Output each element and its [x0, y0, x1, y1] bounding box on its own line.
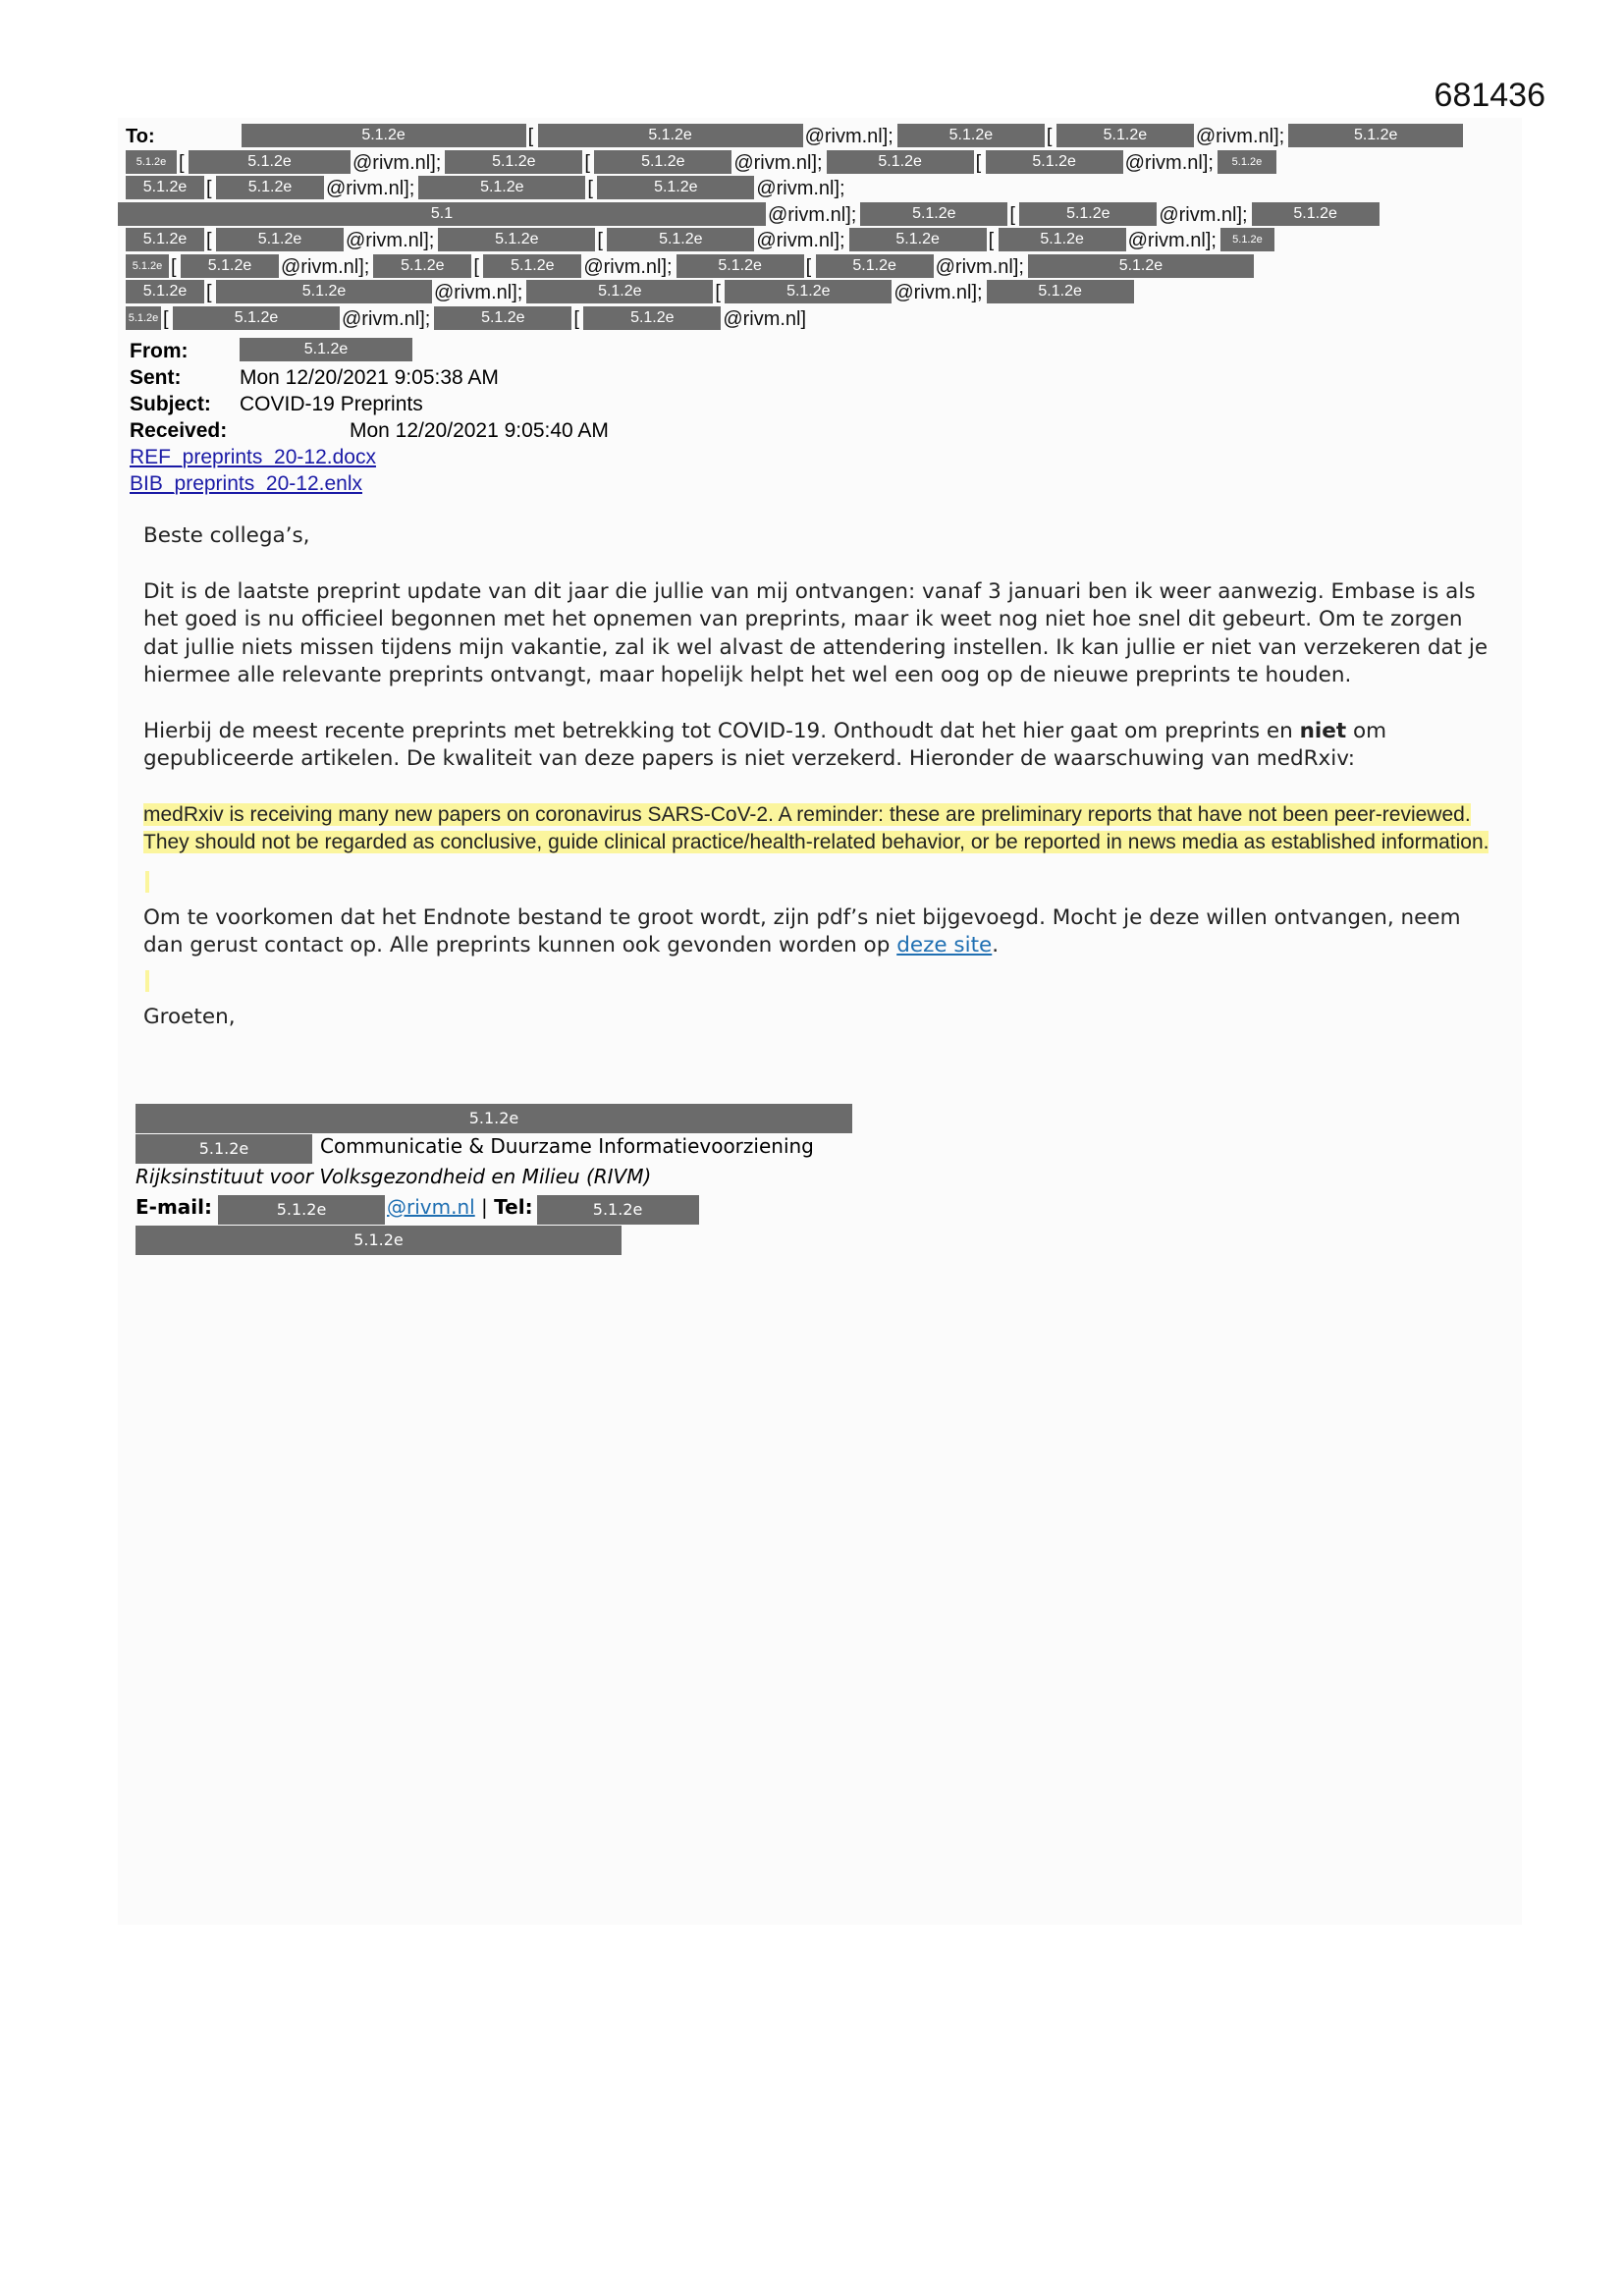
redaction: 5.1.2e [434, 306, 571, 330]
redaction: 5.1.2e [1220, 228, 1274, 251]
redaction: 5.1.2e [438, 228, 595, 251]
email-domain: @rivm.nl]; [733, 151, 823, 174]
redaction: 5.1.2e [607, 228, 754, 251]
paragraph-1: Dit is de laatste preprint update van dit jaar die jullie van mij ontvangen: vanaf 3 januari ben ik weer aanwezig. Embase is als het goed is nu officieel begonnen met het opnemen van preprints, maar ik weet nog niet hoe snel dit gebeurt. Om te zorgen dat jullie niets missen tijdens mijn vakantie, zal ik wel alvast de attendering instellen. Ik kan jullie er niet van verzekeren dat je hiermee alle relevante preprints ontvangt, maar hopelijk helpt het wel een oog op de nieuwe preprints te houden. [143, 578, 1489, 687]
received-row [130, 417, 609, 444]
redaction: 5.1.2e [597, 176, 754, 199]
redaction: 5.1.2e [216, 280, 432, 303]
redaction: 5.1.2e [1252, 202, 1380, 226]
redaction: 5.1.2e [126, 254, 169, 278]
email-domain: @rivm.nl]; [768, 203, 857, 226]
paragraph-2: Hierbij de meest recente preprints met betrekking tot COVID-19. Onthoudt dat het hier gaat om preprints en niet om gepubliceerde artikelen. De kwaliteit van deze papers is niet verzekerd. Hieronder de waarschuwing van medRxiv: [143, 718, 1387, 771]
recipients-row: 5.1.2e [ 5.1.2e @rivm.nl]; 5.1.2e [ 5.1.2e @rivm.nl]; 5.1.2e [ 5.1.2e @rivm.nl]; 5.1.2e [126, 228, 1520, 254]
email-domain: @rivm.nl]; [756, 178, 845, 199]
email-domain-last: @rivm.nl] [723, 307, 807, 330]
email-domain: @rivm.nl]; [1124, 151, 1214, 174]
to-label: To: [126, 126, 155, 147]
email-domain: @rivm.nl]; [1159, 203, 1248, 226]
attachment-link-enlx[interactable]: BIB_preprints_20-12.enlx [130, 472, 362, 495]
recipients-row: 5.1.2e [ 5.1.2e @rivm.nl]; 5.1.2e [ 5.1.2e @rivm.nl]; 5.1.2e [126, 280, 1520, 306]
document-number: 681436 [1434, 77, 1545, 114]
paragraph-3: Om te voorkomen dat het Endnote bestand te groot wordt, zijn pdf’s niet bijgevoegd. Mocht je deze willen ontvangen, neem dan gerust contact op. Alle preprints kunnen ook gevonden worden op deze site. [143, 904, 1461, 957]
email-domain: @rivm.nl]; [1195, 126, 1285, 147]
redaction: 5.1.2e [126, 280, 204, 303]
highlight-mark [145, 970, 149, 992]
redaction: 5.1.2e [483, 254, 581, 278]
redaction: 5.1.2e [1019, 202, 1157, 226]
redaction: 5.1.2e [537, 1195, 699, 1225]
email-domain: @rivm.nl]; [346, 230, 435, 251]
recipients-row: 5.1.2e [ 5.1.2e @rivm.nl]; 5.1.2e [ 5.1.2e @rivm.nl]; 5.1.2e [ 5.1.2e @rivm.nl]; 5.1.2e [126, 254, 1520, 281]
redaction: 5.1 [118, 202, 766, 226]
attachment-link-docx[interactable]: REF_preprints_20-12.docx [130, 446, 376, 468]
recipients-row: 5.1.2e [ 5.1.2e @rivm.nl]; 5.1.2e [ 5.1.2e @rivm.nl]; 5.1.2e [ 5.1.2e @rivm.nl]; 5.1.2e [126, 150, 1520, 177]
email-domain: @rivm.nl]; [756, 230, 845, 251]
greeting: Beste collega’s, [143, 523, 310, 548]
closing: Groeten, [143, 1004, 236, 1029]
recipients-row: To: 5.1.2e [ 5.1.2e @rivm.nl]; 5.1.2e [ 5.1.2e @rivm.nl]; 5.1.2e [126, 124, 1520, 150]
email-domain: @rivm.nl]; [434, 282, 523, 303]
email-domain: @rivm.nl]; [893, 282, 983, 303]
redaction: 5.1.2e [126, 306, 161, 330]
email-domain: @rivm.nl]; [804, 126, 893, 147]
recipients-row: 5.1.2e [ 5.1.2e @rivm.nl]; 5.1.2e [ 5.1.2e @rivm.nl]; [126, 176, 1520, 202]
redaction: 5.1.2e [218, 1195, 385, 1225]
redaction: 5.1.2e [373, 254, 471, 278]
email-domain: @rivm.nl]; [935, 255, 1024, 278]
signature-email-link[interactable]: @rivm.nl [387, 1195, 475, 1219]
sent-value: Mon 12/20/2021 9:05:38 AM [240, 366, 499, 389]
redaction: 5.1.2e [189, 150, 351, 174]
redaction: 5.1.2e [538, 124, 803, 147]
recipients-row: 5.1 @rivm.nl]; 5.1.2e [ 5.1.2e @rivm.nl]; 5.1.2e [118, 202, 1520, 229]
email-domain: @rivm.nl]; [352, 151, 442, 174]
redaction: 5.1.2e [816, 254, 934, 278]
signature-department: Communicatie & Duurzame Informatievoorziening [320, 1134, 814, 1158]
email-domain: @rivm.nl]; [326, 178, 415, 199]
highlight-mark [145, 871, 149, 893]
email-domain: @rivm.nl]; [1127, 230, 1217, 251]
tel-label: Tel: [494, 1195, 533, 1219]
redaction: 5.1.2e [827, 150, 974, 174]
emphasis-niet: niet [1299, 718, 1347, 743]
email-domain: @rivm.nl]; [583, 255, 673, 278]
signature-institute: Rijksinstituut voor Volksgezondheid en Milieu (RIVM) [135, 1165, 652, 1188]
redaction: 5.1.2e [583, 306, 721, 330]
received-label: Received: [130, 419, 228, 442]
redaction: 5.1.2e [1056, 124, 1194, 147]
redaction: 5.1.2e [418, 176, 585, 199]
attachment-1[interactable] [130, 444, 609, 470]
redaction: 5.1.2e [1288, 124, 1463, 147]
subject-value: COVID-19 Preprints [240, 393, 423, 415]
sent-row [130, 364, 609, 391]
redaction: 5.1.2e [1218, 150, 1276, 174]
subject-row [130, 391, 609, 417]
redaction: 5.1.2e [126, 228, 204, 251]
email-header [130, 340, 609, 497]
redaction: 5.1.2e [135, 1134, 312, 1164]
redaction: 5.1.2e [677, 254, 804, 278]
redaction: 5.1.2e [242, 124, 526, 147]
redaction: 5.1.2e [987, 280, 1134, 303]
signature-block: 5.1.2e 5.1.2e Communicatie & Duurzame Informatievoorziening Rijksinstituut voor Volksgezondheid en Milieu (RIVM) E-mail: 5.1.2e @rivm.nl | Tel: 5.1.2e 5.1.2e [135, 1104, 854, 1256]
redaction: 5.1.2e [849, 228, 987, 251]
redaction: 5.1.2e [126, 176, 204, 199]
email-domain: @rivm.nl]; [342, 307, 431, 330]
redaction: 5.1.2e [216, 176, 324, 199]
redaction: 5.1.2e [860, 202, 1007, 226]
redaction: 5.1.2e [999, 228, 1126, 251]
sent-label: Sent: [130, 366, 182, 389]
recipients-block [126, 124, 1520, 340]
email-body [143, 522, 1498, 1059]
from-row [130, 338, 609, 364]
deze-site-link[interactable]: deze site [896, 933, 993, 957]
redaction: 5.1.2e [240, 338, 412, 361]
from-label: From: [130, 340, 189, 362]
redaction: 5.1.2e [986, 150, 1123, 174]
email-domain: @rivm.nl]; [281, 255, 370, 278]
redaction: 5.1.2e [216, 228, 344, 251]
redaction: 5.1.2e [445, 150, 582, 174]
redaction: 5.1.2e [181, 254, 279, 278]
recipients-row: 5.1.2e [ 5.1.2e @rivm.nl]; 5.1.2e [ 5.1.2e @rivm.nl] [126, 306, 1520, 333]
redaction: 5.1.2e [725, 280, 892, 303]
redaction: 5.1.2e [897, 124, 1045, 147]
attachment-2[interactable] [130, 470, 609, 497]
medrxiv-warning: medRxiv is receiving many new papers on coronavirus SARS-CoV-2. A reminder: these are preliminary reports that have not been peer-reviewed. They should not be regarded as conclusive, guide clinical practice/health-related behavior, or be reported in news media as established information. [143, 802, 1489, 853]
redaction: 5.1.2e [1028, 254, 1254, 278]
subject-label: Subject: [130, 393, 211, 415]
redaction: 5.1.2e [126, 150, 177, 174]
redaction: 5.1.2e [135, 1226, 622, 1255]
redaction: 5.1.2e [594, 150, 731, 174]
email-label: E-mail: [135, 1195, 213, 1219]
redaction: 5.1.2e [173, 306, 340, 330]
redaction: 5.1.2e [135, 1104, 852, 1133]
redaction: 5.1.2e [526, 280, 713, 303]
received-value: Mon 12/20/2021 9:05:40 AM [350, 419, 609, 442]
